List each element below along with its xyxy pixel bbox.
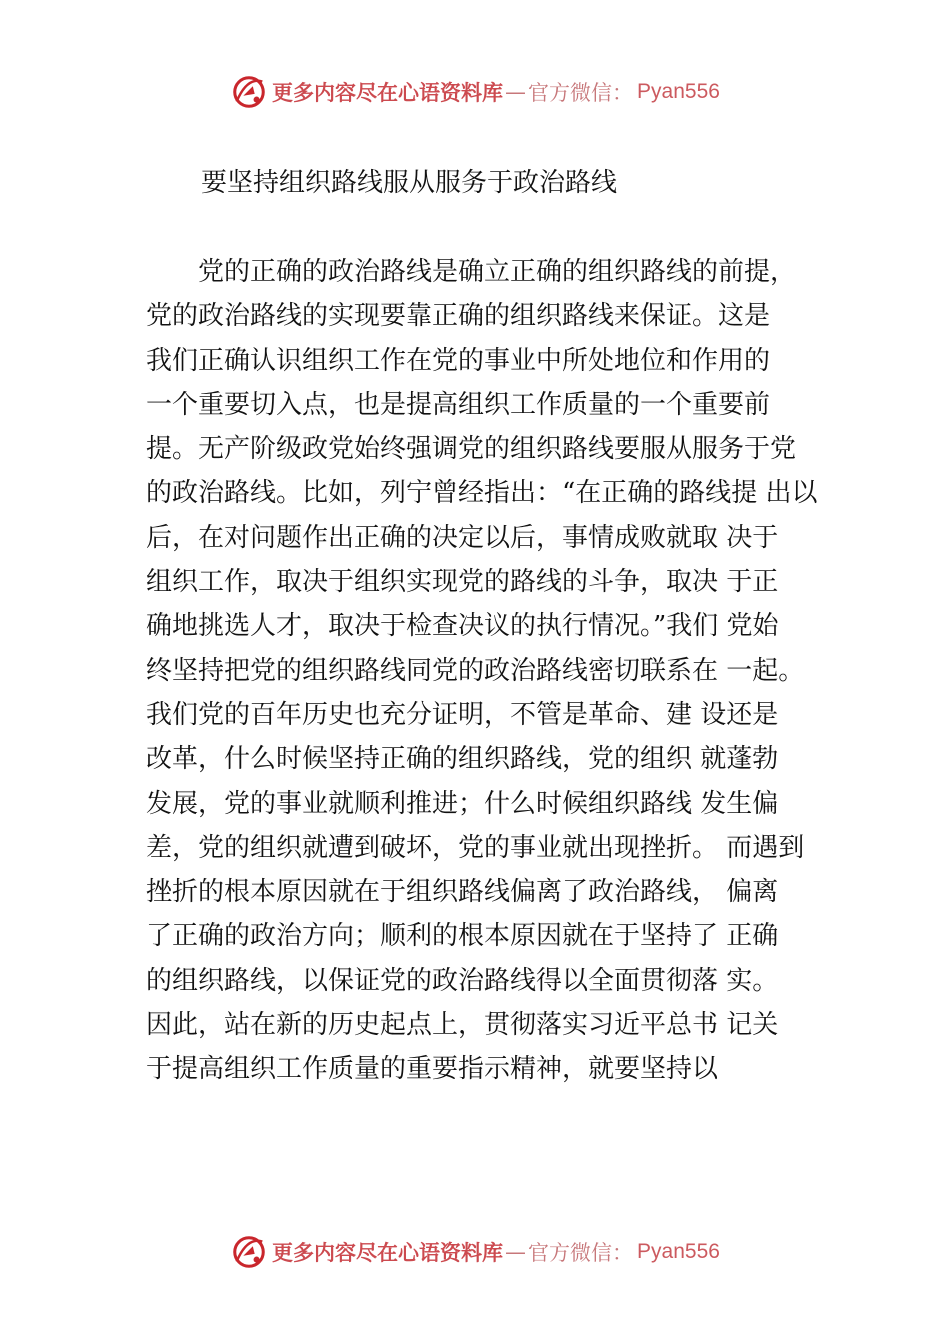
red-circle-logo-icon [230,73,268,111]
watermark-text: 更多内容尽在心语资料库 [272,80,504,105]
wechat-label: 官方微信： [528,1241,634,1265]
body-line: 党的政治路线的实现要靠正确的组织路线来保证。这是 [146,301,771,332]
body-line: 提。无产阶级政党始终强调党的组织路线要服从服务于党 [146,434,797,465]
body-line: 差，党的组织就遭到破坏，党的事业就出现挫折。 而遇到 [146,832,805,863]
body-line: 后，在对问题作出正确的决定以后，事情成败就取 决于 [146,522,779,553]
body-line: 的政治路线。比如，列宁曾经指出：“在正确的路线提 出以 [146,478,818,509]
body-line: 发展，党的事业就顺利推进；什么时候组织路线 发生偏 [146,788,779,819]
wechat-id: Pyan556 [637,80,720,103]
body-line: 组织工作，取决于组织实现党的路线的斗争，取决 于正 [146,567,779,598]
body-line: 我们党的百年历史也充分证明，不管是革命、建 设还是 [146,699,779,730]
body-line: 一个重要切入点，也是提高组织工作质量的一个重要前 [146,389,771,420]
body-line: 终坚持把党的组织路线同党的政治路线密切联系在 一起。 [146,655,805,686]
watermark-text: 更多内容尽在心语资料库 [272,1240,504,1265]
body-line: 因此，站在新的历史起点上，贯彻落实习近平总书 记关 [146,1010,779,1041]
watermark-dash: — [505,1240,527,1264]
wechat-id: Pyan556 [637,1240,720,1263]
body-line: 确地挑选人才，取决于检查决议的执行情况。”我们 党始 [146,611,779,642]
body-line: 于提高组织工作质量的重要指示精神，就要坚持以 [146,1054,719,1085]
red-circle-logo-icon [230,1233,268,1271]
footer-watermark [0,1230,950,1274]
body-line: 我们正确认识组织工作在党的事业中所处地位和作用的 [146,345,771,376]
header-watermark [0,70,950,114]
watermark-dash: — [505,80,527,104]
body-line: 党的正确的政治路线是确立正确的组织路线的前提， [146,257,797,287]
body-line: 挫折的根本原因就在于组织路线偏离了政治路线， 偏离 [146,877,779,908]
body-line: 了正确的政治方向；顺利的根本原因就在于坚持了 正确 [146,921,779,952]
wechat-label: 官方微信： [528,81,634,105]
document-body [146,250,846,1092]
body-line: 改革，什么时候坚持正确的组织路线，党的组织 就蓬勃 [146,744,779,775]
document-title: 要坚持组织路线服从服务于政治路线 [201,168,618,198]
body-line: 的组织路线，以保证党的政治路线得以全面贯彻落 实。 [146,965,779,996]
